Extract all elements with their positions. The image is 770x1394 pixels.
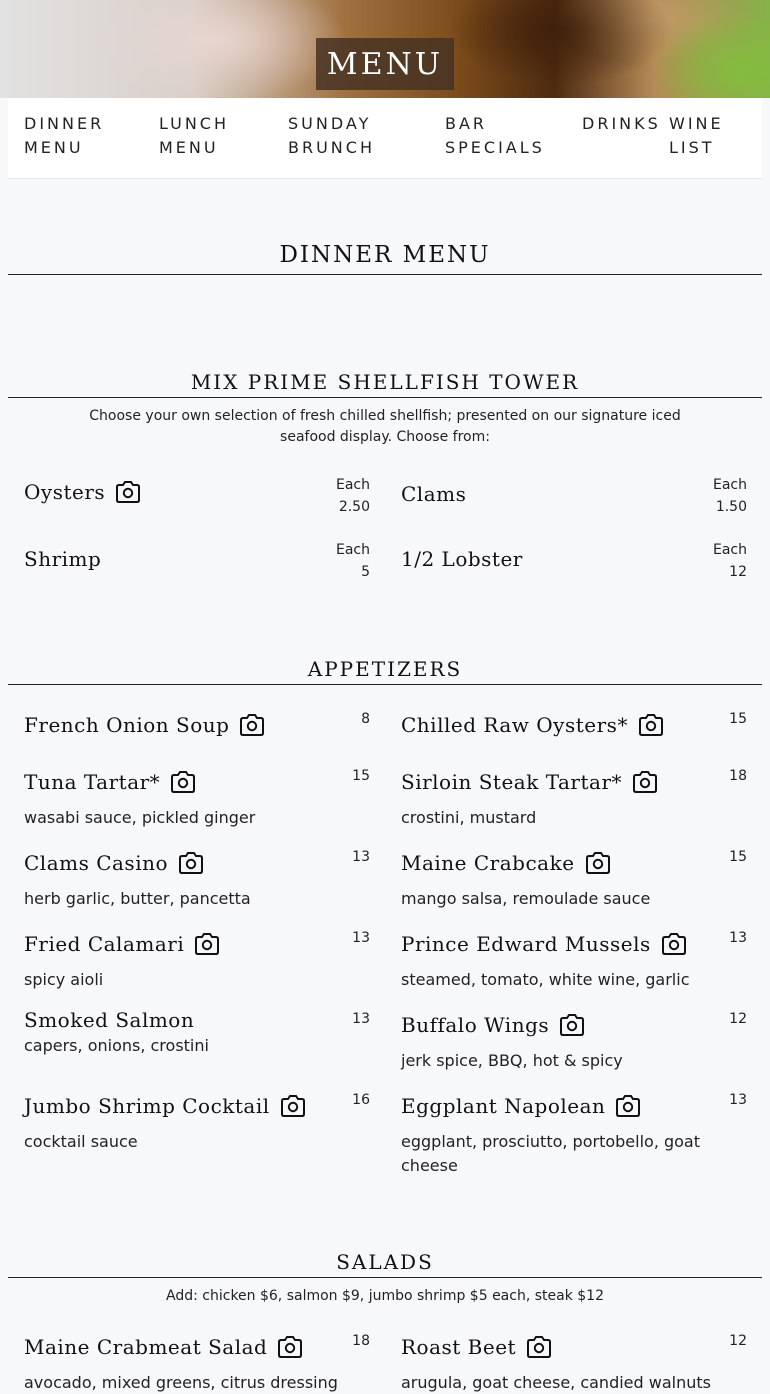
camera-icon[interactable]	[526, 1335, 552, 1359]
menu-item	[24, 1008, 370, 1064]
menu-item-name	[401, 547, 523, 571]
menu-item-price: 13	[729, 1092, 747, 1108]
price-value: 2.50	[338, 499, 370, 515]
menu-item-price: 13	[352, 849, 370, 865]
menu-item-name	[401, 482, 466, 506]
description-line: cheese	[401, 1156, 458, 1175]
menu-item-title: Roast Beet	[401, 1335, 517, 1359]
menu-item	[401, 474, 747, 524]
menu-item-price: 15	[352, 768, 370, 784]
menu-item-name	[24, 1335, 303, 1359]
menu-item-name	[24, 713, 265, 737]
divider	[8, 1277, 762, 1278]
menu-item-name	[24, 1008, 194, 1032]
menu-item-name	[401, 932, 687, 956]
camera-icon[interactable]	[170, 770, 196, 794]
menu-item	[401, 708, 747, 748]
nav-tab-lunch-menu[interactable]	[159, 112, 229, 160]
camera-icon[interactable]	[615, 1094, 641, 1118]
menu-item-price: 12	[729, 1333, 747, 1349]
menu-item	[401, 765, 747, 831]
menu-item-price	[336, 539, 370, 583]
menu-item-name	[24, 480, 141, 504]
camera-icon[interactable]	[638, 713, 664, 737]
section-description: Add: chicken $6, salmon $9, jumbo shrimp $5 each, steak $12	[166, 1288, 604, 1304]
menu-tabs-nav	[8, 98, 762, 179]
menu-item	[401, 1330, 747, 1392]
menu-item-name	[24, 1094, 306, 1118]
section-title-shellfish: MIX PRIME SHELLFISH TOWER	[190, 370, 580, 394]
menu-item	[24, 474, 370, 524]
menu-item-price: 13	[352, 1011, 370, 1027]
menu-item-name	[24, 851, 204, 875]
menu-item-name	[401, 1094, 641, 1118]
section-title-salads: SALADS	[336, 1250, 434, 1274]
description-line: seafood display. Choose from:	[280, 429, 490, 445]
nav-tab-label: LIST	[669, 138, 715, 157]
section-description	[80, 406, 690, 448]
camera-icon[interactable]	[632, 770, 658, 794]
menu-item-title: Prince Edward Mussels	[401, 932, 651, 956]
menu-item-name	[401, 1335, 552, 1359]
menu-item-description: wasabi sauce, pickled ginger	[24, 808, 256, 827]
menu-item-description: jerk spice, BBQ, hot & spicy	[401, 1051, 623, 1070]
menu-item-name	[24, 770, 196, 794]
menu-item-description: cocktail sauce	[24, 1132, 138, 1151]
menu-item	[24, 539, 370, 589]
nav-tab-label: DINNER	[24, 114, 105, 133]
menu-item	[401, 1008, 747, 1074]
nav-tab-label: SPECIALS	[445, 138, 545, 157]
nav-tab-sunday-brunch[interactable]	[288, 112, 375, 160]
price-value: 1.50	[715, 499, 747, 515]
nav-tab-bar-specials[interactable]	[445, 112, 545, 160]
description-line: Choose your own selection of fresh chilled shellfish; presented on our signature iced	[89, 408, 681, 424]
menu-item-price	[713, 474, 747, 518]
nav-tab-dinner-menu[interactable]	[24, 112, 104, 160]
nav-tab-label: DRINKS	[582, 114, 661, 133]
price-value: 12	[729, 564, 747, 580]
menu-item-name	[24, 932, 220, 956]
hero-banner	[0, 0, 770, 98]
menu-item-price	[713, 539, 747, 583]
menu-item-title: Shrimp	[24, 547, 102, 571]
menu-item-description: avocado, mixed greens, citrus dressing	[24, 1373, 338, 1392]
menu-item	[24, 1330, 370, 1392]
menu-item-price: 13	[352, 930, 370, 946]
divider	[8, 397, 762, 398]
price-unit: Each	[336, 477, 370, 493]
menu-item	[24, 1089, 370, 1155]
menu-item-title: Tuna Tartar*	[24, 770, 161, 794]
camera-icon[interactable]	[194, 932, 220, 956]
hero-title: MENU	[316, 38, 454, 90]
section-title-appetizers: APPETIZERS	[307, 657, 463, 681]
description-line: eggplant, prosciutto, portobello, goat	[401, 1132, 701, 1151]
menu-item-name	[401, 770, 658, 794]
nav-tab-label: SUNDAY	[288, 114, 372, 133]
nav-tab-label: BRUNCH	[288, 138, 375, 157]
menu-item-price: 18	[729, 768, 747, 784]
camera-icon[interactable]	[661, 932, 687, 956]
camera-icon[interactable]	[559, 1013, 585, 1037]
menu-item-price: 16	[352, 1092, 370, 1108]
menu-item-title: 1/2 Lobster	[401, 547, 523, 571]
nav-tab-label: MENU	[159, 138, 219, 157]
camera-icon[interactable]	[585, 851, 611, 875]
menu-item-title: Jumbo Shrimp Cocktail	[24, 1094, 270, 1118]
menu-item	[401, 1089, 747, 1181]
menu-item-description: spicy aioli	[24, 970, 104, 989]
nav-tab-drinks[interactable]	[582, 112, 661, 136]
price-value: 5	[361, 564, 370, 580]
menu-item-description: mango salsa, remoulade sauce	[401, 889, 651, 908]
menu-item-title: Smoked Salmon	[24, 1008, 195, 1032]
menu-item-price: 8	[361, 711, 370, 727]
page-heading: DINNER MENU	[279, 242, 491, 268]
menu-item	[24, 846, 370, 912]
menu-item	[24, 708, 370, 748]
camera-icon[interactable]	[115, 480, 141, 504]
menu-item-title: French Onion Soup	[24, 713, 230, 737]
nav-tab-label: LUNCH	[159, 114, 229, 133]
menu-item-description: steamed, tomato, white wine, garlic	[401, 970, 690, 989]
menu-item-title: Buffalo Wings	[401, 1013, 550, 1037]
menu-item-title: Maine Crabmeat Salad	[24, 1335, 268, 1359]
menu-item-description: arugula, goat cheese, candied walnuts	[401, 1373, 711, 1392]
menu-item-name	[401, 851, 611, 875]
menu-item-price: 18	[352, 1333, 370, 1349]
menu-item-description: capers, onions, crostini	[24, 1036, 209, 1055]
menu-item-price: 15	[729, 849, 747, 865]
menu-item-description	[401, 1130, 700, 1178]
menu-item-title: Clams Casino	[24, 851, 169, 875]
nav-tab-label: WINE	[669, 114, 724, 133]
menu-item-title: Oysters	[24, 480, 106, 504]
menu-item-price	[336, 474, 370, 518]
nav-tab-wine-list[interactable]	[669, 112, 724, 160]
menu-item	[401, 846, 747, 912]
menu-item-title: Eggplant Napolean	[401, 1094, 606, 1118]
price-unit: Each	[336, 542, 370, 558]
menu-item	[24, 927, 370, 993]
menu-item-name	[24, 547, 101, 571]
menu-item-description: herb garlic, butter, pancetta	[24, 889, 251, 908]
menu-item-title: Maine Crabcake	[401, 851, 575, 875]
menu-item-description: crostini, mustard	[401, 808, 537, 827]
price-unit: Each	[713, 477, 747, 493]
menu-item-name	[401, 713, 664, 737]
menu-item	[401, 927, 747, 993]
menu-item-title: Fried Calamari	[24, 932, 185, 956]
camera-icon[interactable]	[239, 713, 265, 737]
menu-item	[401, 539, 747, 589]
nav-tab-label: MENU	[24, 138, 84, 157]
divider	[8, 274, 762, 275]
camera-icon[interactable]	[280, 1094, 306, 1118]
menu-item-title: Clams	[401, 482, 467, 506]
nav-tab-label: BAR	[445, 114, 488, 133]
camera-icon[interactable]	[277, 1335, 303, 1359]
camera-icon[interactable]	[178, 851, 204, 875]
menu-item	[24, 765, 370, 831]
menu-item-title: Sirloin Steak Tartar*	[401, 770, 622, 794]
menu-item-name	[401, 1013, 585, 1037]
menu-item-price: 15	[729, 711, 747, 727]
menu-item-price: 13	[729, 930, 747, 946]
divider	[8, 684, 762, 685]
price-unit: Each	[713, 542, 747, 558]
menu-item-price: 12	[729, 1011, 747, 1027]
menu-item-title: Chilled Raw Oysters*	[401, 713, 628, 737]
